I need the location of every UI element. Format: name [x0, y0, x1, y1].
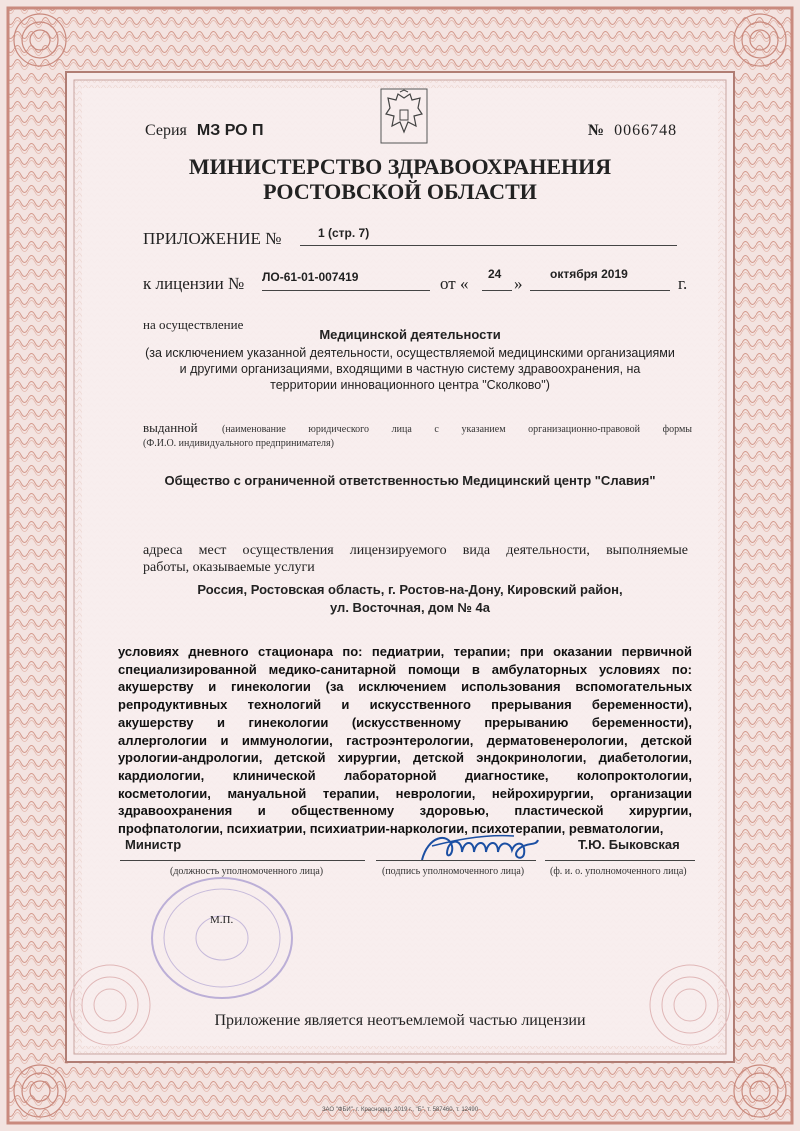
issued-label: выданной	[143, 420, 198, 435]
address-label-line: работы, оказываемые услуги	[143, 560, 315, 575]
signature-hint: (подпись уполномоченного лица)	[382, 866, 525, 877]
ministry-title	[100, 154, 700, 204]
services-line: репродуктивных технологий и искусственного прерывания беременности),	[118, 697, 692, 713]
activity-detail-line: (за исключением указанной деятельности, осуществляемой медицинскими организациями	[145, 346, 675, 360]
activity-detail-line: и другими организациями, входящими в частную систему здравоохранения, на	[179, 362, 641, 376]
services-line: урологии-андрологии, детской хирургии, детской эндокринологии, диабетологии,	[118, 750, 692, 766]
ministry-title-line1: МИНИСТЕРСТВО ЗДРАВООХРАНЕНИЯ	[188, 154, 612, 179]
services-line: косметологии, мануальной терапии, неврологии, нейрохирургии, организации	[118, 785, 692, 801]
services-line: специализированной медико-санитарной помощи в амбулаторных условиях по:	[118, 661, 692, 677]
form-number	[588, 122, 677, 140]
activity-details	[110, 345, 710, 393]
license-from-label: от «	[440, 274, 469, 293]
appendix-underline	[300, 245, 677, 246]
license-close-quote: »	[514, 274, 523, 293]
license-year-suffix: г.	[678, 274, 688, 293]
address-label-line: адреса мест осуществления лицензируемого вида деятельности, выполняемые	[143, 543, 688, 558]
address-value	[110, 581, 710, 617]
license-day: 24	[488, 267, 502, 281]
address-line: ул. Восточная, дом № 4а	[330, 600, 490, 615]
license-month-year: октября 2019	[550, 267, 628, 281]
services-list	[118, 643, 692, 838]
signature-underline	[376, 860, 536, 861]
services-line: профпатологии, психиатрии, психиатрии-наркологии, психотерапии, ревматологии,	[118, 821, 664, 837]
services-line: акушерству и гинекологии (за исключением использования вспомогательных	[118, 679, 692, 695]
stamp-place-label: М.П.	[210, 914, 234, 926]
number-value: 0066748	[614, 122, 678, 139]
license-number: ЛО-61-01-007419	[262, 270, 359, 284]
name-underline	[545, 860, 695, 861]
issued-hint: (наименование юридического лица с указанием организационно-правовой формы	[222, 424, 692, 435]
license-month-underline	[530, 290, 670, 291]
activity-detail-line: территории инновационного центра "Сколково")	[270, 378, 550, 392]
address-label	[143, 542, 688, 576]
activity-title: Медицинской деятельности	[319, 327, 501, 342]
activity-label: на осуществление	[143, 317, 244, 332]
address-line: Россия, Ростовская область, г. Ростов-на-Дону, Кировский район,	[197, 582, 623, 597]
footer-text: Приложение является неотъемлемой частью лицензии	[214, 1012, 586, 1029]
issued-hint-2: (Ф.И.О. индивидуального предпринимателя)	[143, 438, 334, 449]
series-value: МЗ РО П	[196, 122, 264, 139]
ministry-title-line2: РОСТОВСКОЙ ОБЛАСТИ	[263, 179, 537, 204]
appendix-label: ПРИЛОЖЕНИЕ №	[143, 229, 282, 248]
services-line: акушерству и гинекологии (искусственному прерыванию беременности),	[118, 714, 692, 730]
coat-of-arms-emblem	[380, 88, 428, 144]
position-underline	[120, 860, 365, 861]
printer-imprint: ЗАО "ФБИ", г. Краснодар, 2019 г., "Б", т. 587460, т. 12490	[321, 1107, 479, 1113]
services-line: условиях дневного стационара по: педиатрии, терапии; при оказании первичной	[118, 644, 692, 659]
license-label: к лицензии №	[143, 274, 245, 293]
position-hint: (должность уполномоченного лица)	[170, 866, 324, 877]
signer-name: Т.Ю. Быковская	[578, 837, 680, 852]
services-line: кардиологии, клинической лабораторной диагностике, колопроктологии,	[118, 767, 692, 783]
signer-position: Министр	[125, 837, 182, 852]
services-line: здравоохранения и общественному здоровью, пластической хирургии,	[118, 803, 692, 819]
company-name: Общество с ограниченной ответственностью Медицинский центр "Славия"	[164, 473, 656, 488]
license-number-underline	[262, 290, 430, 291]
official-stamp	[146, 872, 296, 1002]
series-label: Серия	[145, 122, 187, 139]
appendix-value: 1 (стр. 7)	[318, 226, 370, 240]
series-row	[145, 122, 264, 140]
name-hint: (ф. и. о. уполномоченного лица)	[550, 866, 687, 877]
license-day-underline	[482, 290, 512, 291]
services-line: аллергологии и иммунологии, гастроэнтерологии, дерматовенерологии, детской	[118, 732, 692, 748]
number-label: №	[588, 122, 605, 139]
